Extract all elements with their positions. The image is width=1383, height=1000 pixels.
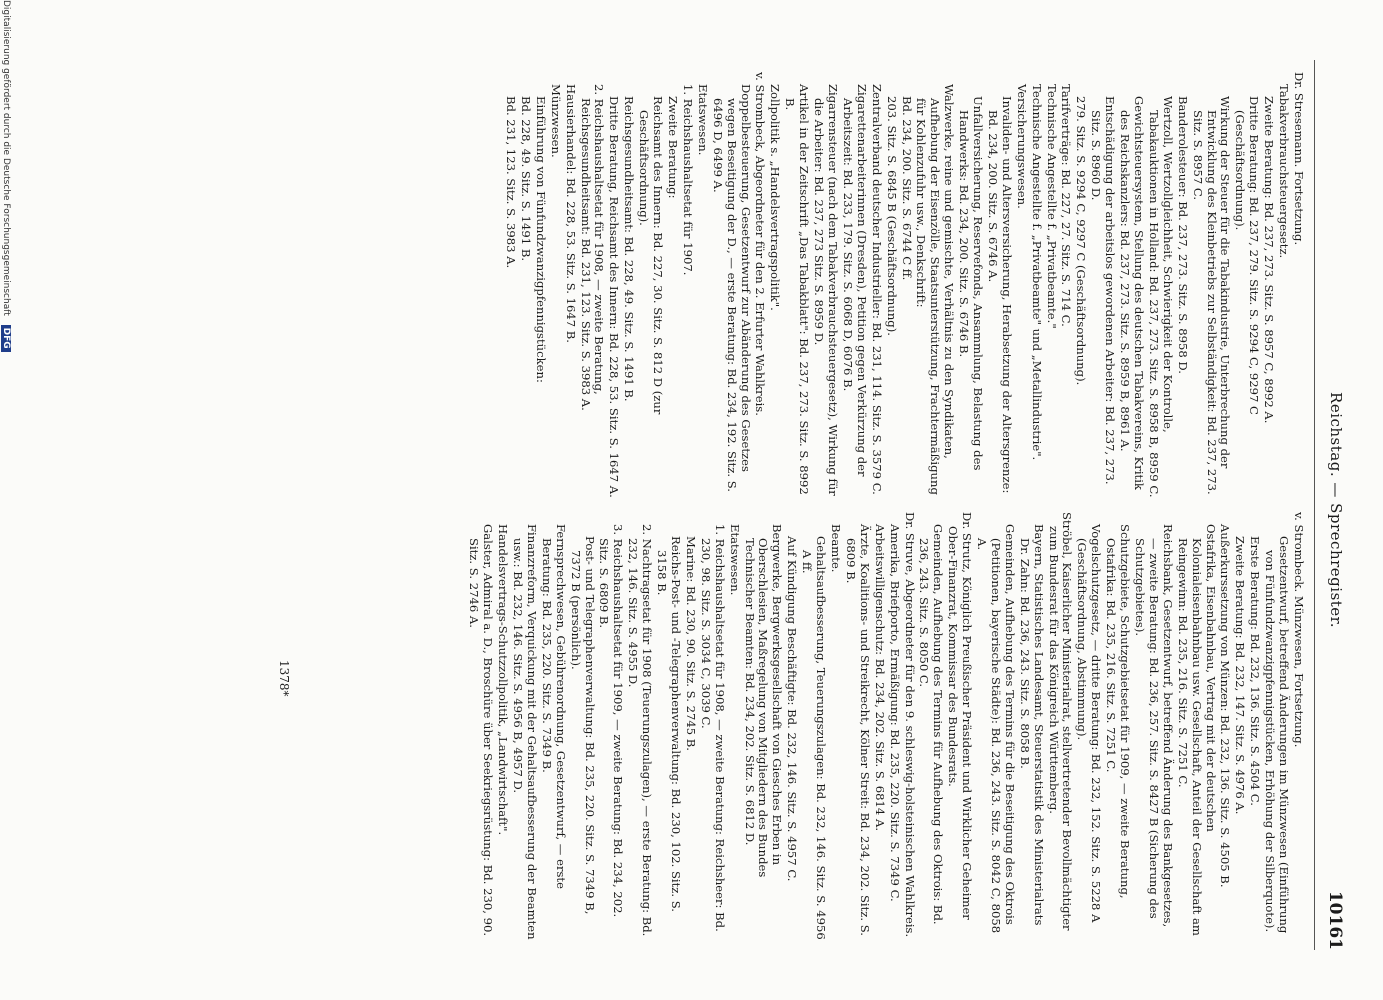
register-entry: Tabakverbrauchsteuergesetz. (1277, 84, 1292, 259)
register-entry: Tarifverträge: Bd. 227, 27. Sitz. S. 714 C. (1059, 84, 1074, 327)
register-entry: Zigarrensteuer (nach dem Tabakverbrauchsteuergesetz), Wirkung für die Arbeiter: Bd. 237, 273 Sitz. S. 8959 D. (812, 84, 840, 496)
register-entry: Etatswesen. (727, 524, 742, 596)
funding-text: Digitalisierung gefördert durch die Deutsche Forschungsgemeinschaft (1, 0, 11, 316)
register-entry: Technische Angestellte f. „Privatbeamte." (1044, 84, 1059, 329)
register-entry: Dr. Stresemann. Fortsetzung. (1292, 72, 1306, 246)
register-entry: Doppelbesteuerung, Gesetzentwurf zur Abänderung des Gesetzes wegen Beseitigung der D., — erste Beratung: Bd. 234, 192. Sitz. S. 6496 D, 6499 A. (710, 84, 753, 492)
register-entry: Wertzoll, Wertzollgleichheit, Schwierigkeit der Kontrolle, Tabakauktionen in Holland: Bd. 237, 273. Sitz. S. 8958 B, 8959 C. (1146, 96, 1175, 498)
register-entry: Fernsprechwesen, Gebührenordnung, Gesetzentwurf, — erste Beratung: Bd. 235, 220. Sitz. S. 7349 B. (539, 524, 568, 889)
register-entry: Unfallversicherung, Reservefonds, Ansammlung, Belastung des Handwerks: Bd. 234, 200. Sitz. S. 6746 B. (957, 96, 986, 471)
register-entry: Gemeinden, Aufhebung des Termins für Aufhebung des Oktrois: Bd. 236, 243. Sitz. S. 8050 C. (917, 524, 946, 925)
register-entry: Erste Beratung: Bd. 232, 136. Sitz. S. 4504 C. (1248, 536, 1263, 806)
register-entry: 3. Reichshaushaltsetat für 1909, — zweite Beratung: Bd. 234, 202. Sitz. S. 6809 B. (597, 524, 626, 918)
register-entry: Banderolesteuer: Bd. 237, 273. Sitz. S. 8958 D. (1175, 96, 1190, 374)
register-entry: Auf Kündigung Beschäftigte: Bd. 232, 146. Sitz. S. 4957 C. (785, 536, 800, 882)
register-entry: 2. Reichshaushaltsetat für 1908, — zweite Beratung, Reichsgesundheitsamt: Bd. 231, 123. Sitz. S. 3983 A. (578, 84, 607, 411)
register-entry: Einführung von Fünfundzwanzigpfennigstücken: (533, 96, 548, 383)
register-entry: Bergwerke, Bergwerksgesellschaft von Giesches Erben in Oberschlesien, Maßregelung von Mitgliedern des Bundes Technischer Beamten: Bd. 234, 202. Sitz. S. 6812 D. (742, 524, 785, 878)
register-entry: Bd. 234, 200. Sitz. S. 6744 C ff. (899, 96, 914, 281)
register-entry: Außerkurssetzung von Münzen: Bd. 232, 136. Sitz. S. 4505 B. (1218, 524, 1233, 888)
register-entry: Reichsamt des Innern: Bd. 227, 30. Sitz. S. 812 D (zur Geschäftsordnung). (637, 96, 666, 415)
register-entry: Zollpolitik s. „Handelsvertragspolitik". (768, 84, 783, 311)
page-header (1323, 70, 1363, 950)
register-entry: Gemeinden, Aufhebung des Termins für die Beseitigung des Oktrois (Petitionen, bayerische Städte): Bd. 236, 243. Sitz. S. 8042 C, 8058 A. (975, 524, 1017, 934)
register-entry: Zigarettenarbeiterinnen (Dresden), Petition gegen Verkürzung der Arbeitszeit: Bd. 233, 179. Sitz. S. 6068 D, 6076 B. (840, 84, 869, 477)
register-entry: 203. Sitz. S. 6845 B (Geschäftsordnung). (884, 96, 899, 336)
register-entry: Marine: Bd. 230, 90. Sitz. S. 2745 B. (683, 536, 698, 751)
register-entry: 279. Sitz. S. 9294 C, 9297 C (Geschäftsordnung). (1074, 96, 1089, 386)
dfg-logo: DFG (1, 325, 11, 352)
register-entry: Schutzgebiete, Schutzgebietsetat für 1909, — zweite Beratung, Ostafrika: Bd. 235, 216. Sitz. S. 7251 C. (1104, 524, 1133, 899)
register-entry: 2. Nachtragsetat für 1908 (Teuerungszulagen), — erste Beratung: Bd. 232, 146. Sitz. S. 4955 D. (626, 524, 655, 937)
left-column (502, 72, 1305, 500)
register-entry: v. Strombeck, Abgeordneter für den 2. Erfurter Wahlkreis. (753, 72, 768, 416)
register-entry: Amerika, Briefporto, Ermäßigung: Bd. 235, 220. Sitz. S. 7349 C. (887, 524, 902, 902)
register-entry: Entschädigung der arbeitslos gewordenen Arbeiter: Bd. 237, 273. Sitz. S. 8960 D. (1089, 96, 1118, 485)
register-entry: Etatswesen. (695, 84, 710, 156)
running-title: Reichstag. — Sprechregister. (1327, 392, 1345, 628)
register-entry: Post- und Telegraphenverwaltung: Bd. 235, 220. Sitz. S. 7349 B, 7372 B (persönlich). (568, 536, 597, 915)
register-entry: Bd. 231, 123. Sitz. S. 3983 A. (504, 96, 519, 269)
register-entry: Reichs-Post- und -Telegraphenverwaltung: Bd. 230, 102. Sitz. S. 3158 B. (655, 536, 684, 912)
register-entry: Invaliden- und Altersversicherung, Herabsetzung der Altersgrenze: Bd. 234, 200. Sitz. S. 6746 A. (985, 96, 1014, 494)
register-entry: Finanzreform, Verquickung mit der Gehaltsaufbesserung der Beamten usw.: Bd. 232, 146. Sitz. S. 4956 B, 4957 D. (511, 524, 539, 940)
register-entry: Gehaltsaufbesserung, Teuerungszulagen: Bd. 232, 146. Sitz. S. 4956 A ff. (800, 536, 829, 940)
register-entry: Gesetzentwurf, betreffend Änderungen im Münzwesen (Einführung von Fünfundzwanzigpfennigstücken, Erhöhung der Silberquote). (1263, 536, 1292, 934)
register-entry: Dritte Beratung: Bd. 237, 279. Sitz. S. 9294 C, 9297 C (Geschäftsordnung). (1233, 96, 1262, 415)
header-rule (1314, 60, 1315, 950)
register-entry: Zweite Beratung: Bd. 237, 273. Sitz. S. 8957 C, 8992 A. (1262, 96, 1277, 424)
register-entry: Technische Angestellte f. „Privatbeamte" und „Metallindustrie". (1029, 84, 1044, 461)
register-entry: Zweite Beratung: (666, 96, 681, 199)
register-entry: Handelsvertrags-Schutzzollpolitik, „Landwirtschaft". (496, 524, 511, 836)
signature-mark: 1378* (277, 660, 291, 697)
register-entry: Zentralverband deutscher Industrieller: Bd. 231, 114. Sitz. S. 3579 C. (869, 84, 884, 495)
register-entry: Reichsgesundheitsamt: Bd. 228, 49. Sitz. S. 1491 B. (622, 96, 637, 402)
register-entry: Galster, Admiral a. D., Broschüre über Seekriegsrüstung: Bd. 230, 90. Sitz. S. 2746 A. (467, 524, 496, 937)
register-entry: Ostafrika, Eisenbahnbau, Vertrag mit der deutschen Kolonialeisenbahnbau usw. Gesellschaft, Anteil der Gesellschaft am Reingewinn: Bd. 235, 216. Sitz. S. 7251 C. (1175, 524, 1218, 936)
register-entry: Arbeitswilligenschutz: Bd. 234, 202. Sitz. S. 6814 A. (872, 524, 887, 832)
right-column (465, 512, 1305, 940)
register-entry: 1. Reichshaushaltsetat für 1907. (680, 84, 695, 276)
register-entry: Walzwerke, reine und gemischte, Verhältnis zu den Syndikaten, Aufhebung der Eisenzölle, Staatsunterstützung, Frachtermäßigung für Kohlenzufuhr usw., Denkschrift: (914, 84, 957, 495)
register-entry: Wirkung der Steuer für die Tabakindustrie, Unterbrechung der Entwicklung des Kleinbetriebs zur Selbständigkeit: Bd. 237, 273. Sitz. S. 8957 C. (1190, 96, 1233, 495)
register-entry: Zweite Beratung: Bd. 232, 147. Sitz. S. 4976 A. (1233, 536, 1248, 815)
register-entry: Münzwesen. (548, 84, 563, 158)
register-entry: Dr. Strutz, Königlich Preußischer Präsident und Wirklicher Geheimer Ober-Finanzrat, Kommissar des Bundesrats. (946, 512, 975, 920)
page-number: 10161 (1325, 890, 1345, 950)
register-entry: Gewichtsteuersystem, Stellung des deutschen Tabakvereins, Kritik des Reichskanzlers: Bd. 237, 273. Sitz. S. 8959 B, 8961 A. (1118, 96, 1147, 490)
register-entry: Bd. 228, 49. Sitz. S. 1491 B. (518, 96, 533, 262)
register-entry: Reichsbank, Gesetzentwurf, betreffend Änderung des Bankgesetzes, — zweite Beratung: Bd. 236, 257. Sitz. S. 8427 B (Sicherung des Schutzgebietes). (1133, 524, 1175, 928)
register-entry: Bayern, Statistisches Landesamt, Steuerstatistik des Ministerialrats Dr. Zahn: Bd. 236, 243. Sitz. S. 8058 B. (1017, 524, 1046, 926)
digitization-note (0, 0, 11, 1000)
register-entry: Ströbel, Kaiserlicher Ministerialrat, stellvertretender Bevollmächtigter zum Bundesrat für das Königreich Württemberg. (1046, 512, 1075, 931)
register-entry: v. Strombeck. Münzwesen, Fortsetzung. (1292, 512, 1306, 748)
register-entry: Vogelschutzgesetz, — dritte Beratung: Bd. 232, 152. Sitz. S. 5228 A (Geschäftsordnung, Abstimmung). (1075, 524, 1104, 923)
register-entry: Dr. Struve, Abgeordneter für den 9. schleswig-holsteinischen Wahlkreis. (902, 512, 917, 938)
register-entry: Beamte. (829, 524, 843, 573)
register-entry: Dritte Beratung, Reichsamt des Innern: Bd. 228, 53. Sitz. S. 1647 A. (607, 96, 622, 498)
register-entry: Hausierhandel: Bd. 228, 53. Sitz. S. 1647 B. (563, 84, 578, 343)
register-entry: Versicherungswesen. (1014, 84, 1029, 209)
register-entry: Ärzte, Koalitions- und Streikrecht, Kölner Streit: Bd. 234, 202. Sitz. S. 6809 B. (843, 524, 872, 936)
register-entry: 1. Reichshaushaltsetat für 1908, — zweite Beratung: Reichsheer: Bd. 230, 98. Sitz. S. 3034 C, 3039 C. (698, 524, 727, 932)
register-entry: Artikel in der Zeitschrift „Das Tabakblatt": Bd. 237, 273. Sitz. S. 8992 B. (783, 84, 812, 495)
